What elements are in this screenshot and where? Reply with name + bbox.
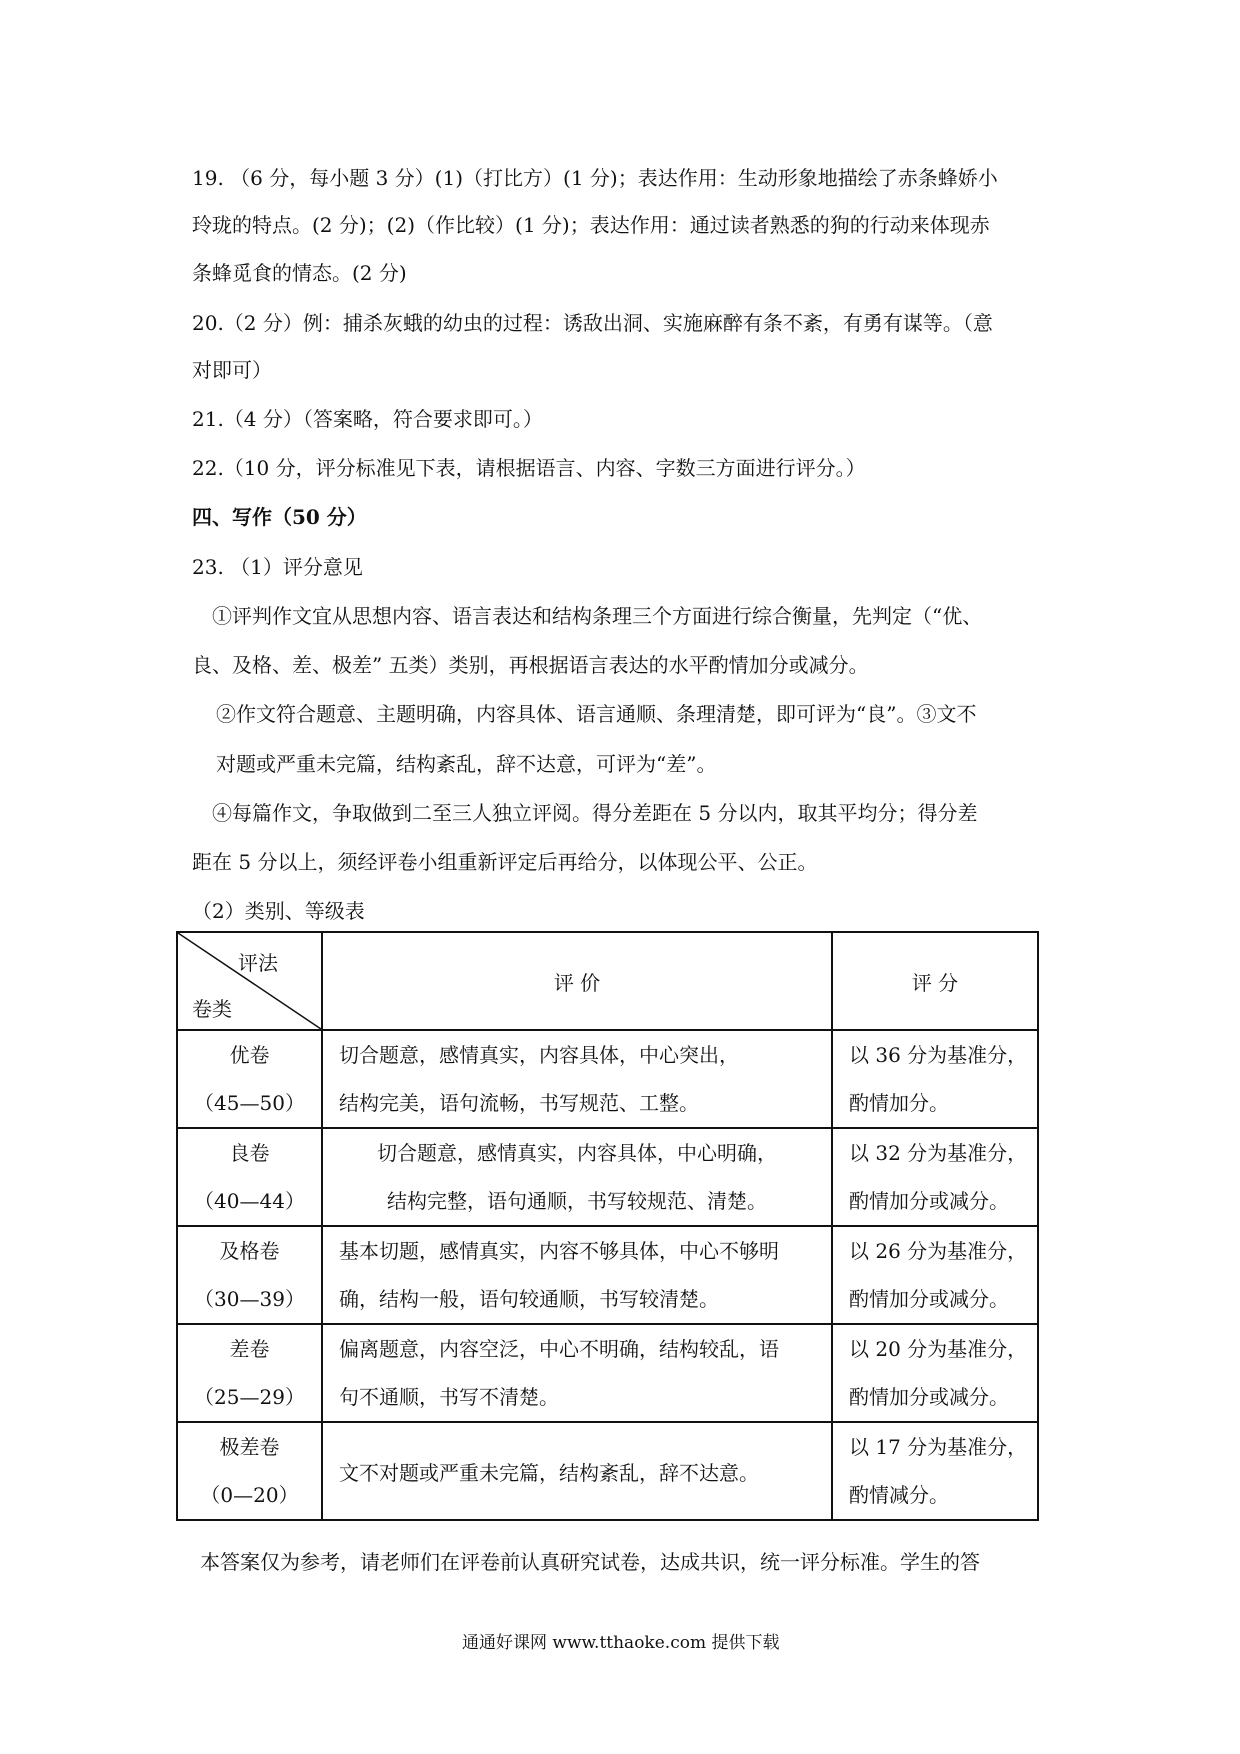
para2-line1: ②作文符合题意、主题明确，内容具体、语言通顺、条理清楚，即可评为“良”。③文不	[216, 702, 977, 726]
score-cell	[832, 1324, 1038, 1422]
eval-cell	[322, 1226, 832, 1324]
score-text: 以 17 分为基准分，	[849, 1435, 1028, 1459]
q23-heading: 23. （1）评分意见	[192, 555, 363, 579]
closing-note: 本答案仅为参考，请老师们在评卷前认真研究试卷，达成共识，统一评分标准。学生的答	[200, 1550, 980, 1574]
score-text: 酌情加分或减分。	[849, 1189, 1009, 1213]
score-text: 以 32 分为基准分，	[849, 1141, 1028, 1165]
eval-text: 切合题意，感情真实，内容具体，中心突出，	[339, 1043, 739, 1067]
para3-line2: 距在 5 分以上，须经评卷小组重新评定后再给分，以体现公平、公正。	[192, 850, 818, 874]
table-header-row	[177, 932, 1038, 1030]
score-cell	[832, 1422, 1038, 1520]
eval-text: 文不对题或严重未完篇，结构紊乱，辞不达意。	[339, 1460, 759, 1485]
category-name: 及格卷	[219, 1239, 280, 1263]
score-cell	[832, 1128, 1038, 1226]
category-name: 极差卷	[219, 1435, 280, 1459]
category-range: （25—29）	[194, 1385, 305, 1409]
table-caption: （2）类别、等级表	[192, 899, 365, 923]
category-cell	[177, 1324, 322, 1422]
category-cell	[177, 1226, 322, 1324]
para1-line1: ①评判作文宜从思想内容、语言表达和结构条理三个方面进行综合衡量，先判定（“优、	[212, 604, 983, 628]
q20-line1: 20.（2 分）例：捕杀灰蛾的幼虫的过程：诱敌出洞、实施麻醉有条不紊，有勇有谋等。（意	[192, 311, 993, 335]
table-row	[177, 1128, 1038, 1226]
q22-text: 22.（10 分，评分标准见下表，请根据语言、内容、字数三方面进行评分。）	[192, 456, 866, 480]
category-range: （45—50）	[194, 1091, 305, 1115]
category-name: 差卷	[229, 1337, 270, 1361]
score-cell	[832, 1226, 1038, 1324]
eval-text: 结构完整，语句通顺，书写较规范、清楚。	[387, 1189, 767, 1213]
category-cell	[177, 1128, 322, 1226]
para3-line1: ④每篇作文，争取做到二至三人独立评阅。得分差距在 5 分以内，取其平均分；得分差	[212, 801, 978, 825]
eval-cell	[322, 1324, 832, 1422]
score-text: 以 20 分为基准分，	[849, 1337, 1028, 1361]
corner-label-method: 评法	[238, 951, 278, 975]
eval-cell	[322, 1030, 832, 1128]
section-heading: 四、写作（50 分）	[192, 505, 367, 529]
category-name: 优卷	[229, 1043, 270, 1067]
eval-text: 切合题意，感情真实，内容具体，中心明确，	[377, 1141, 777, 1165]
category-range: （0—20）	[200, 1483, 299, 1507]
table-row	[177, 1226, 1038, 1324]
score-cell	[832, 1030, 1038, 1128]
score-text: 酌情减分。	[849, 1483, 949, 1507]
eval-text: 句不通顺，书写不清楚。	[339, 1385, 559, 1409]
header-eval: 评 价	[322, 932, 832, 1030]
eval-text: 基本切题，感情真实，内容不够具体，中心不够明	[339, 1239, 779, 1263]
category-cell	[177, 1422, 322, 1520]
corner-cell	[177, 932, 322, 1030]
q19-line3: 条蜂觅食的情态。(2 分)	[192, 261, 407, 285]
eval-text: 结构完美，语句流畅，书写规范、工整。	[339, 1091, 699, 1115]
table-row	[177, 1422, 1038, 1520]
category-range: （30—39）	[194, 1287, 305, 1311]
q19-line1: 19. （6 分，每小题 3 分）(1)（打比方）(1 分)；表达作用：生动形象地描绘了赤条蜂娇小	[192, 166, 998, 190]
para1-line2: 良、及格、差、极差” 五类）类别，再根据语言表达的水平酌情加分或减分。	[192, 653, 869, 677]
category-range: （40—44）	[194, 1189, 305, 1213]
corner-label-category: 卷类	[192, 997, 232, 1021]
category-cell	[177, 1030, 322, 1128]
score-text: 以 26 分为基准分，	[849, 1239, 1028, 1263]
eval-cell	[322, 1422, 832, 1520]
header-score: 评 分	[832, 932, 1038, 1030]
eval-text: 偏离题意，内容空泛，中心不明确，结构较乱，语	[339, 1337, 779, 1361]
para2-line2: 对题或严重未完篇，结构紊乱，辞不达意，可评为“差”。	[216, 752, 717, 776]
q21-text: 21.（4 分）（答案略，符合要求即可。）	[192, 407, 543, 431]
footer-source: 通通好课网 www.tthaoke.com 提供下载	[462, 1633, 780, 1653]
score-text: 以 36 分为基准分，	[849, 1043, 1028, 1067]
score-text: 酌情加分或减分。	[849, 1287, 1009, 1311]
q19-line2: 玲珑的特点。(2 分)；(2)（作比较）(1 分)；表达作用：通过读者熟悉的狗的行动来体现赤	[192, 213, 990, 237]
eval-cell	[322, 1128, 832, 1226]
score-text: 酌情加分。	[849, 1091, 949, 1115]
table-row	[177, 1030, 1038, 1128]
q20-line2: 对即可）	[192, 358, 272, 382]
grading-table	[176, 931, 1039, 1521]
eval-text: 确，结构一般，语句较通顺，书写较清楚。	[339, 1287, 719, 1311]
score-text: 酌情加分或减分。	[849, 1385, 1009, 1409]
table-row	[177, 1324, 1038, 1422]
category-name: 良卷	[229, 1141, 270, 1165]
